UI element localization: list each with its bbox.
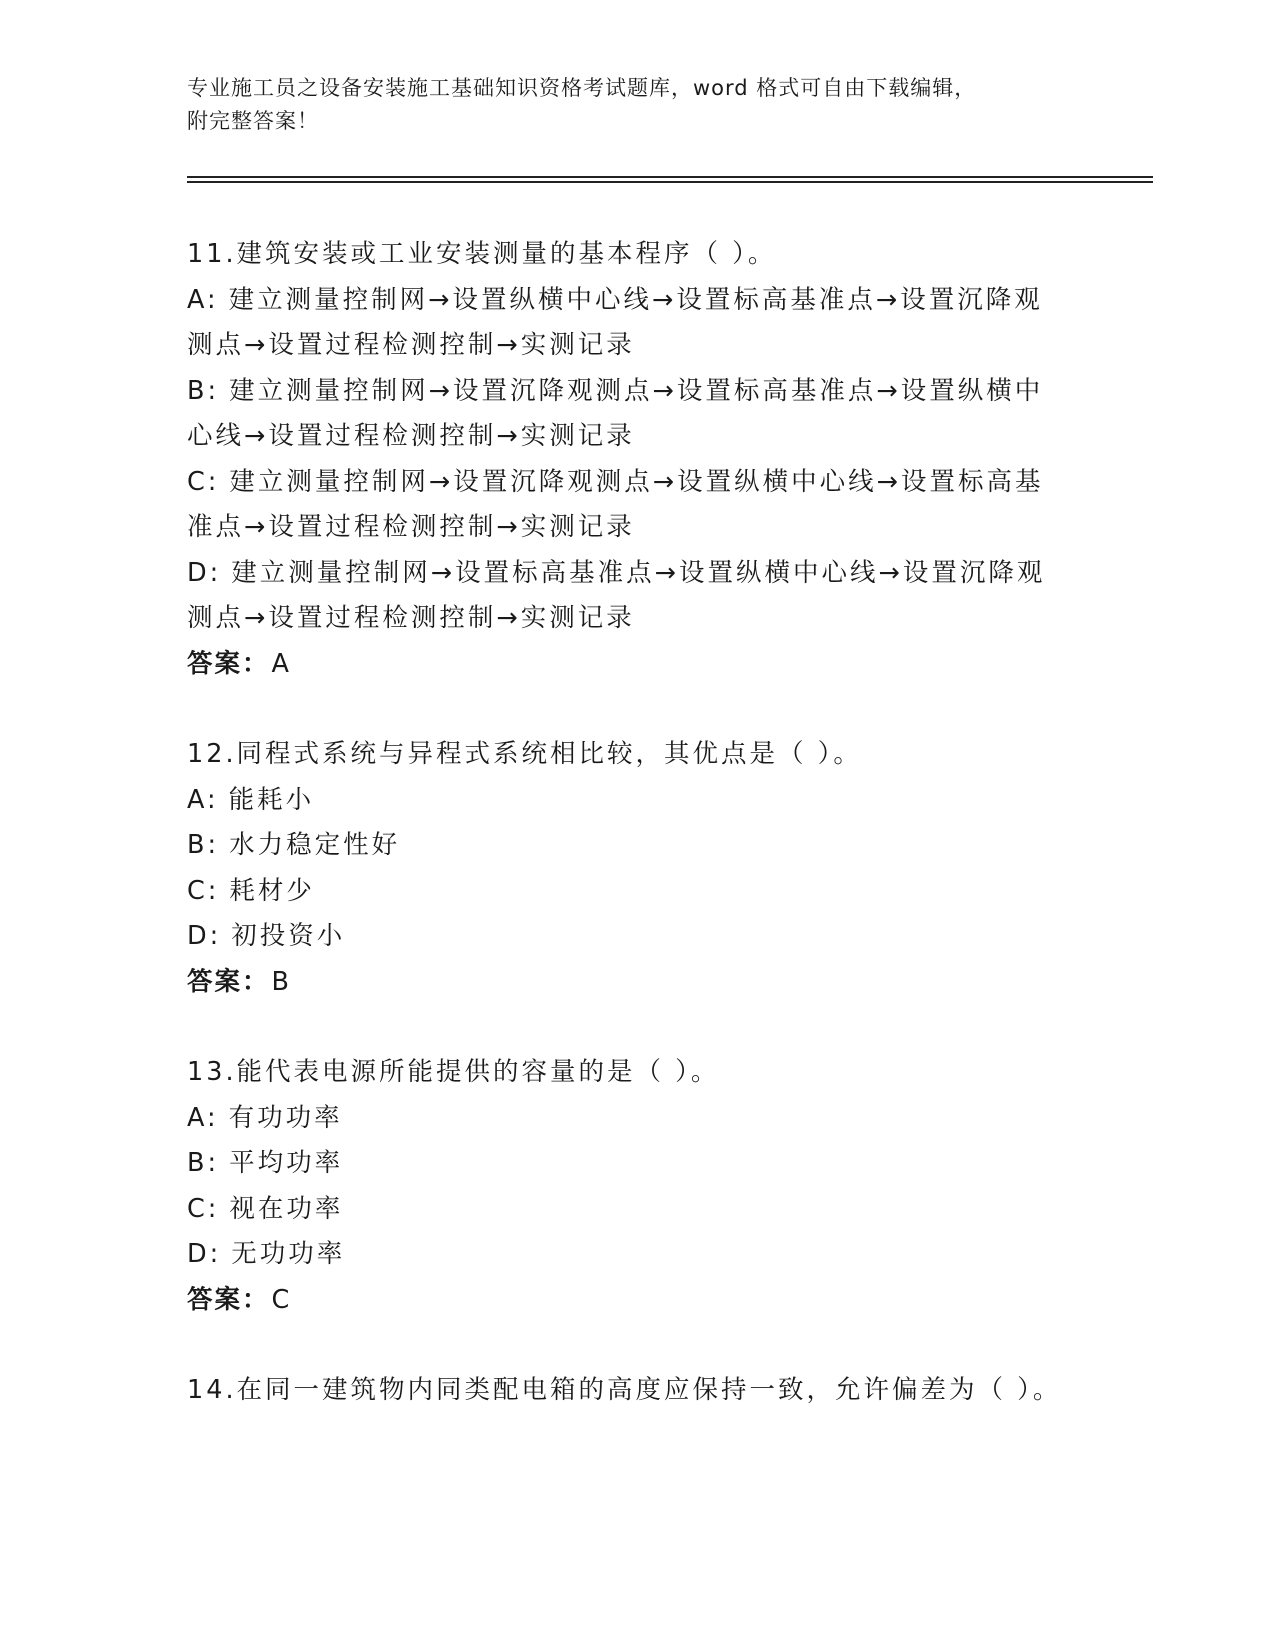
option-letter: A: [187,284,219,315]
option-text: 能耗小 [228,784,315,815]
answer-label: 答案： [187,966,270,997]
option-c [187,869,1067,915]
question-13 [187,1050,1067,1323]
option-c [187,1187,1067,1233]
question-14 [187,1368,1067,1414]
option-letter: D: [187,557,222,588]
answer-value: B [271,966,292,997]
question-title: 14.在同一建筑物内同类配电箱的高度应保持一致，允许偏差为（ ）。 [187,1375,1062,1405]
option-letter: C: [187,466,220,497]
option-letter: B: [187,375,220,406]
header-divider-top [187,176,1153,178]
option-a [187,778,1067,824]
header-line-1: 专业施工员之设备安装施工基础知识资格考试题库，word 格式可自由下载编辑， [187,76,977,100]
option-a [187,278,1067,369]
question-12 [187,732,1067,1005]
option-text: 建立测量控制网→设置沉降观测点→设置纵横中心线→设置标高基准点→设置过程检测控制→实测记录 [187,466,1044,542]
answer-value: A [271,648,291,679]
option-letter: A: [187,784,219,815]
option-letter: D: [187,921,222,951]
answer-value: C [271,1284,292,1315]
option-b [187,823,1067,869]
option-text: 无功功率 [231,1239,346,1269]
option-letter: B: [187,830,220,860]
option-b [187,1141,1067,1187]
option-text: 视在功率 [229,1193,344,1224]
option-text: 建立测量控制网→设置标高基准点→设置纵横中心线→设置沉降观测点→设置过程检测控制→实测记录 [187,557,1046,633]
document-header [187,72,1067,138]
answer-line [187,1278,1067,1324]
option-letter: B: [187,1148,220,1178]
answer-line [187,960,1067,1006]
option-text: 有功功率 [228,1102,343,1133]
answer-label: 答案： [187,1284,270,1315]
option-a [187,1096,1067,1142]
option-letter: D: [187,1239,222,1269]
option-letter: C: [187,1193,220,1224]
question-title: 11.建筑安装或工业安装测量的基本程序（ ）。 [187,239,777,269]
option-d [187,914,1067,960]
header-line-2: 附完整答案！ [187,109,319,133]
question-11 [187,232,1067,687]
option-text: 平均功率 [229,1148,344,1178]
option-text: 建立测量控制网→设置沉降观测点→设置标高基准点→设置纵横中心线→设置过程检测控制→实测记录 [187,375,1044,451]
option-text: 建立测量控制网→设置纵横中心线→设置标高基准点→设置沉降观测点→设置过程检测控制→实测记录 [187,284,1043,360]
option-text: 耗材少 [229,875,315,906]
option-b [187,369,1067,460]
answer-line [187,642,1067,688]
option-d [187,551,1067,642]
header-divider-bottom [187,181,1153,183]
option-d [187,1232,1067,1278]
question-title: 13.能代表电源所能提供的容量的是（ ）。 [187,1057,720,1087]
option-text: 初投资小 [231,921,346,951]
option-letter: A: [187,1102,219,1133]
option-c [187,460,1067,551]
option-letter: C: [187,875,220,906]
question-title: 12.同程式系统与异程式系统相比较，其优点是（ ）。 [187,739,862,769]
option-text: 水力稳定性好 [229,830,401,860]
answer-label: 答案： [187,648,270,679]
question-list [187,232,1067,1459]
